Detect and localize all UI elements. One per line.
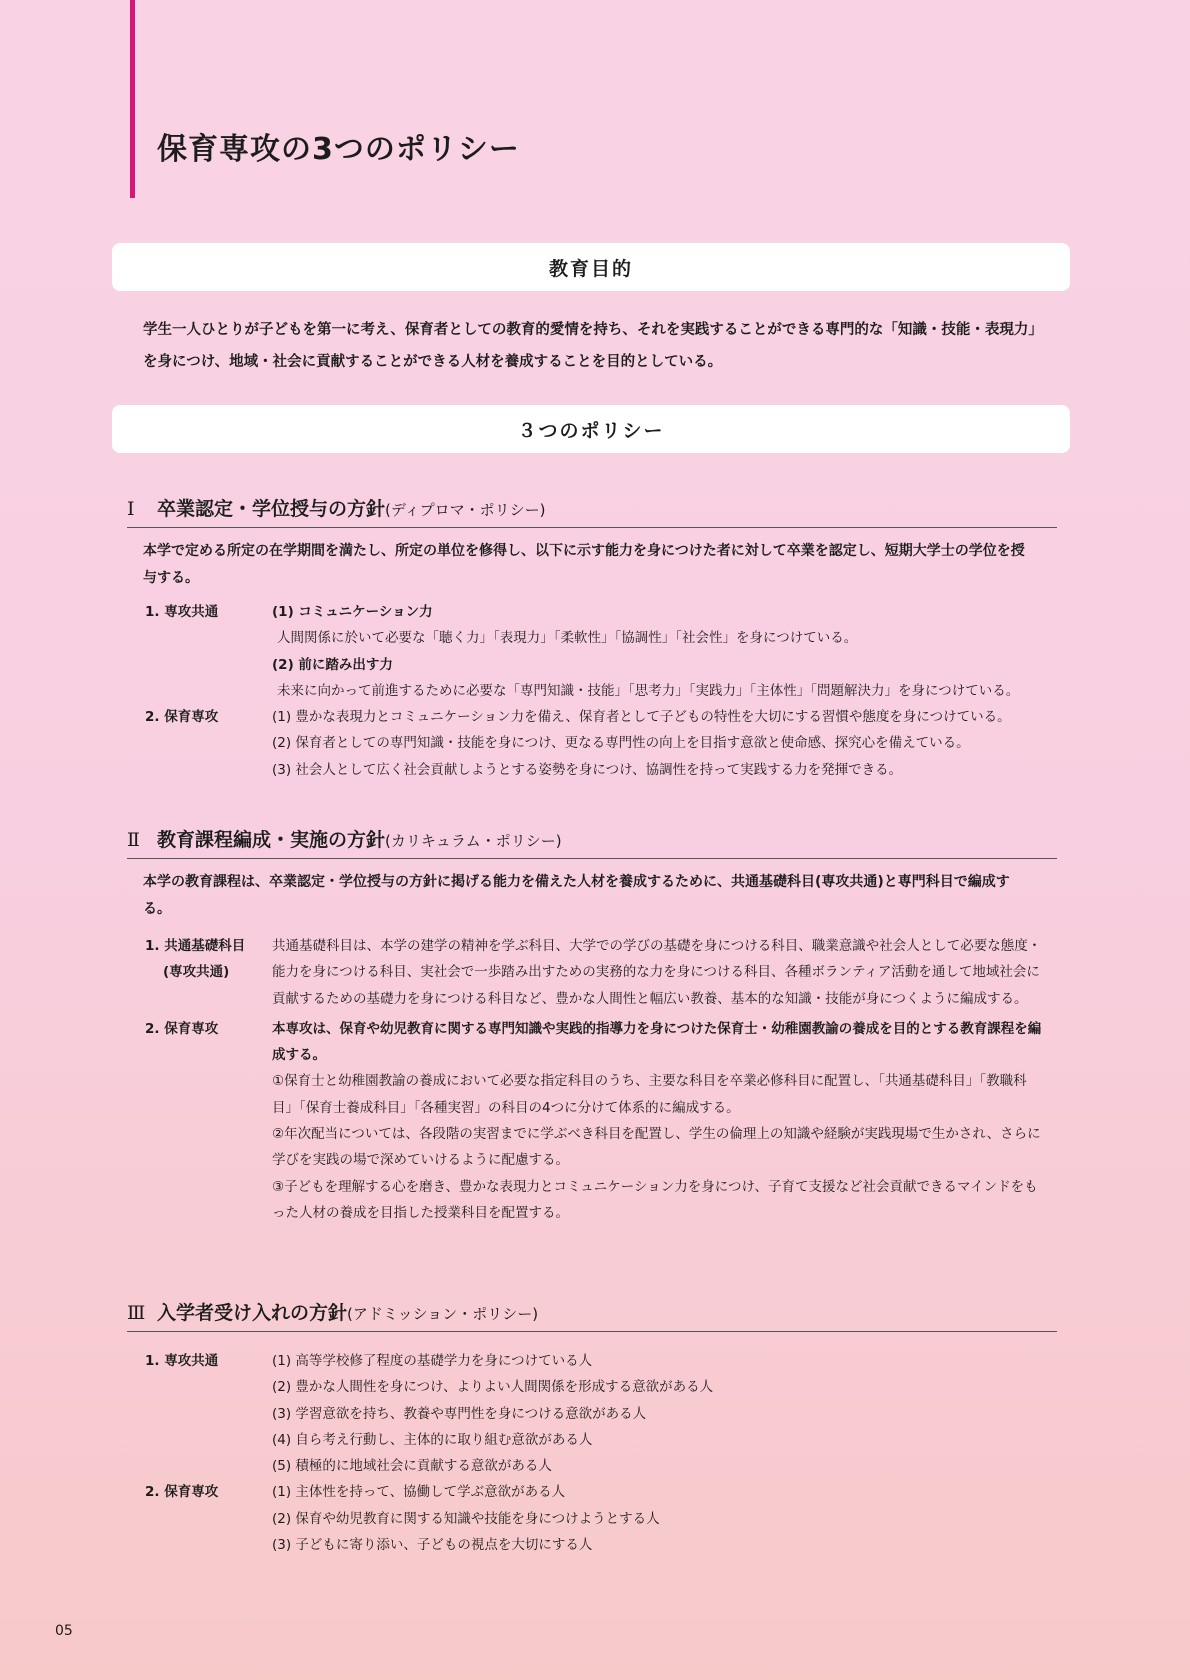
admission-policy-items bbox=[145, 1348, 1045, 1558]
diploma-policy-items bbox=[145, 599, 1045, 783]
cp-i3: ③子どもを理解する心を磨き、豊かな表現力とコミュニケーション力を身につけ、子育て支援など社会貢献できるマインドをもった人材の養成を目指した授業科目を配置する。 bbox=[272, 1178, 1038, 1221]
policies-heading-banner bbox=[112, 405, 1070, 453]
ap-m3: (3) 子どもに寄り添い、子どもの視点を大切にする人 bbox=[272, 1537, 593, 1554]
dp-c2-text: 未来に向かって前進するために必要な「専門知識・技能」「思考力」「実践力」「主体性」「問題解決力」を身につけている。 bbox=[277, 682, 1020, 699]
dp-m3: (3) 社会人として広く社会貢献しようとする姿勢を身につけ、協調性を持って実践する力を発揮できる。 bbox=[272, 761, 903, 778]
ap-c3: (3) 学習意欲を持ち、教養や専門性を身につける意欲がある人 bbox=[272, 1405, 647, 1422]
purpose-heading-banner bbox=[112, 243, 1070, 291]
dp-c2-title: (2) 前に踏み出す力 bbox=[272, 656, 393, 673]
cp-common-row bbox=[145, 933, 1045, 1012]
dp-major-row bbox=[145, 704, 1045, 783]
ap-common-label: 1. 専攻共通 bbox=[145, 1353, 219, 1369]
ap-c1: (1) 高等学校修了程度の基礎学力を身につけている人 bbox=[272, 1353, 593, 1369]
ap-c2: (2) 豊かな人間性を身につけ、よりよい人間関係を形成する意欲がある人 bbox=[272, 1379, 714, 1396]
cp-major-intro: 本専攻は、保育や幼児教育に関する専門知識や実践的指導力を身につけた保育士・幼稚園教諭の養成を目的とする教育課程を編成する。 bbox=[272, 1020, 1042, 1064]
page-number: 05 bbox=[55, 1623, 73, 1639]
curriculum-policy-heading bbox=[127, 825, 1057, 859]
dp-c1-text: 人間関係に於いて必要な「聴く力」「表現力」「柔軟性」「協調性」「社会性」を身につけている。 bbox=[277, 630, 858, 647]
admission-policy-heading bbox=[127, 1298, 1057, 1332]
cp-common-text: 共通基礎科目は、本学の建学の精神を学ぶ科目、大学での学びの基礎を身につける科目、職業意識や社会人として必要な態度・能力を身につける科目、実社会で一歩踏み出すための実務的な力を身につける科目、各種ボランティア活動を通して地域社会に貢献するための基礎力を身につける科目など、豊かな人間性と幅広い教養、基本的な知識・技能が身につくように編成する。 bbox=[272, 938, 1042, 1007]
purpose-heading: 教育目的 bbox=[548, 257, 633, 280]
ap-common-row bbox=[145, 1348, 1045, 1479]
dp-major-label: 2. 保育専攻 bbox=[145, 709, 219, 726]
title-accent-bar bbox=[130, 0, 135, 198]
cp-i1: ①保育士と幼稚園教諭の養成において必要な指定科目のうち、主要な科目を卒業必修科目に配置し、「共通基礎科目」「教職科目」「保育士養成科目」「各種実習」の科目の4つに分けて体系的に編成する。 bbox=[272, 1073, 1027, 1116]
section-number: Ⅰ bbox=[127, 498, 135, 520]
section-subtitle: (カリキュラム・ポリシー) bbox=[385, 832, 562, 850]
ap-c4: (4) 自ら考え行動し、主体的に取り組む意欲がある人 bbox=[272, 1431, 593, 1448]
cp-common-sublabel: (専攻共通) bbox=[163, 964, 230, 981]
dp-common-row bbox=[145, 599, 1045, 704]
dp-c1-title: (1) コミュニケーション力 bbox=[272, 604, 433, 620]
section-number: Ⅱ bbox=[127, 829, 140, 851]
section-title: 教育課程編成・実施の方針 bbox=[157, 829, 386, 851]
diploma-policy-heading bbox=[127, 494, 1057, 528]
ap-m2: (2) 保育や幼児教育に関する知識や技能を身につけようとする人 bbox=[272, 1510, 660, 1527]
section-number: Ⅲ bbox=[127, 1302, 146, 1324]
ap-m1: (1) 主体性を持って、協働して学ぶ意欲がある人 bbox=[272, 1484, 566, 1501]
dp-common-label: 1. 専攻共通 bbox=[145, 604, 219, 620]
dp-m2: (2) 保育者としての専門知識・技能を身につけ、更なる専門性の向上を目指す意欲と使命感、探究心を備えている。 bbox=[272, 735, 970, 752]
ap-major-row bbox=[145, 1479, 1045, 1558]
cp-major-row bbox=[145, 1016, 1045, 1226]
page-title: 保育専攻の3つのポリシー bbox=[157, 132, 520, 167]
section-subtitle: (ディプロマ・ポリシー) bbox=[385, 501, 546, 519]
section-subtitle: (アドミッション・ポリシー) bbox=[347, 1305, 539, 1323]
section-title: 入学者受け入れの方針 bbox=[157, 1302, 348, 1324]
curriculum-policy-items bbox=[145, 933, 1045, 1226]
cp-common-label: 1. 共通基礎科目 bbox=[145, 938, 246, 954]
curriculum-policy-intro: 本学の教育課程は、卒業認定・学位授与の方針に掲げる能力を備えた人材を養成するために、共通基礎科目(専攻共通)と専門科目で編成する。 bbox=[143, 874, 1010, 917]
ap-major-label: 2. 保育専攻 bbox=[145, 1484, 219, 1501]
dp-m1: (1) 豊かな表現力とコミュニケーション力を備え、保育者として子どもの特性を大切にする習慣や態度を身につけている。 bbox=[272, 709, 1011, 726]
cp-major-label: 2. 保育専攻 bbox=[145, 1020, 219, 1037]
diploma-policy-intro: 本学で定める所定の在学期間を満たし、所定の単位を修得し、以下に示す能力を身につけた者に対して卒業を認定し、短期大学士の学位を授与する。 bbox=[143, 543, 1025, 586]
ap-c5: (5) 積極的に地域社会に貢献する意欲がある人 bbox=[272, 1458, 552, 1475]
policies-heading: ３つのポリシー bbox=[517, 419, 665, 442]
cp-i2: ②年次配当については、各段階の実習までに学ぶべき科目を配置し、学生の倫理上の知識や経験が実践現場で生かされ、さらに学びを実践の場で深めていけるように配慮する。 bbox=[272, 1126, 1041, 1169]
section-title: 卒業認定・学位授与の方針 bbox=[157, 498, 386, 520]
purpose-text: 学生一人ひとりが子どもを第一に考え、保育者としての教育的愛情を持ち、それを実践することができる専門的な「知識・技能・表現力」を身につけ、地域・社会に貢献することができる人材を養成することを目的としている。 bbox=[143, 322, 1043, 370]
